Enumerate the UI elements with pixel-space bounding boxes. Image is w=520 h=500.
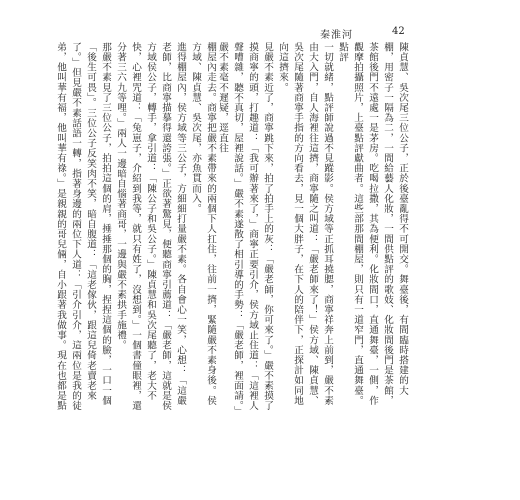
body-text-block-left: 棚屋內走去。商寧把嚴不素帶來的兩個下人扛住，往前一擠，緊隨嚴不素身後。侯方域、陳貞慧、吳次尾，亦魚貫而入。 進得棚屋內，侯方域等三公子，方細細打量嚴不素。各自會心一笑，心想：「這嚴老師，比商寧描摹得還誇張。」正欲著驚見，便聽商寧引薦道：「嚴老師，這就是侯方域侯公子，轉手，拿引道：「陳公子和吳公子。」陳貞慧和吳次尾聽了，老大不快，心裡咒道：「兔崽子，介紹到我等，就只有姓了，沒想到。」一個書僮眼裡，還分著三六九等哩。」兩人一邊暗自惱著商哥，一邊與嚴不素拱手施禮。 那嚴不素見了三位公子，拍拍這個的肩，捶捶那個的胸，捏捏這個的臉，一口一個「後生可畏」。三位公子反笑肉不笑，暗自腹道：「這老傢伙，跟這兒倚老賣老來了。」但見嚴不素話語一轉，指著身邊的兩位下人道：「引介引介，這兩位是我的徒弟，他叫華有福，他叫華有祿。」是親親的哥兒倆，自小跟著我做事。現在也都是點 [55,42,216,411]
book-title: 秦淮河 [320,30,353,41]
body-text-block-right: 陳貞慧、吳次尾三位公子，正於後臺亂得不可開交。舞臺後，有間臨時搭建的大棚，用密子一隔為二，一間給藝人化妝，一間供點評的歌妓、化妝間後門是茶館，茶館後門不遠處一是茅房。吃喝拉撒，其為便利。化妝間口，直通舞臺，一側，作觀摩拍攝照片，上臺點評獻曲者。這些部那間棚屋，則只有一道窄門，直通舞臺。點評 一切就緒，點評師說過不見蹤影。侯方域等正抓耳撓腮，商寧祥奔上前到，嚴不素由大入門，自人海裡往這擠，商寧隨之叫道：「嚴老師來了！」侯方域、陳貞慧、吳次尾隨著商寧手指的方向看去，見一個大胖子，在下人的陪伴下，正探計如同地向這擠來。 見嚴不素近了，商寧跳下來，拍了拍手上的灰：「嚴老師，你可來了。」嚴不素摸了摸商寧的頭，打趣道：「我可辦著來了，」商寧正要引介，侯方域止住道：「這裡人聲嘈雜，聽不真切，屋裡說話。」嚴不素遂散了相引導的手勢：「嚴老師，裡面請。」嚴不素毫不遲疑，逕直往 [217,42,408,412]
page-number: 42 [392,26,405,37]
